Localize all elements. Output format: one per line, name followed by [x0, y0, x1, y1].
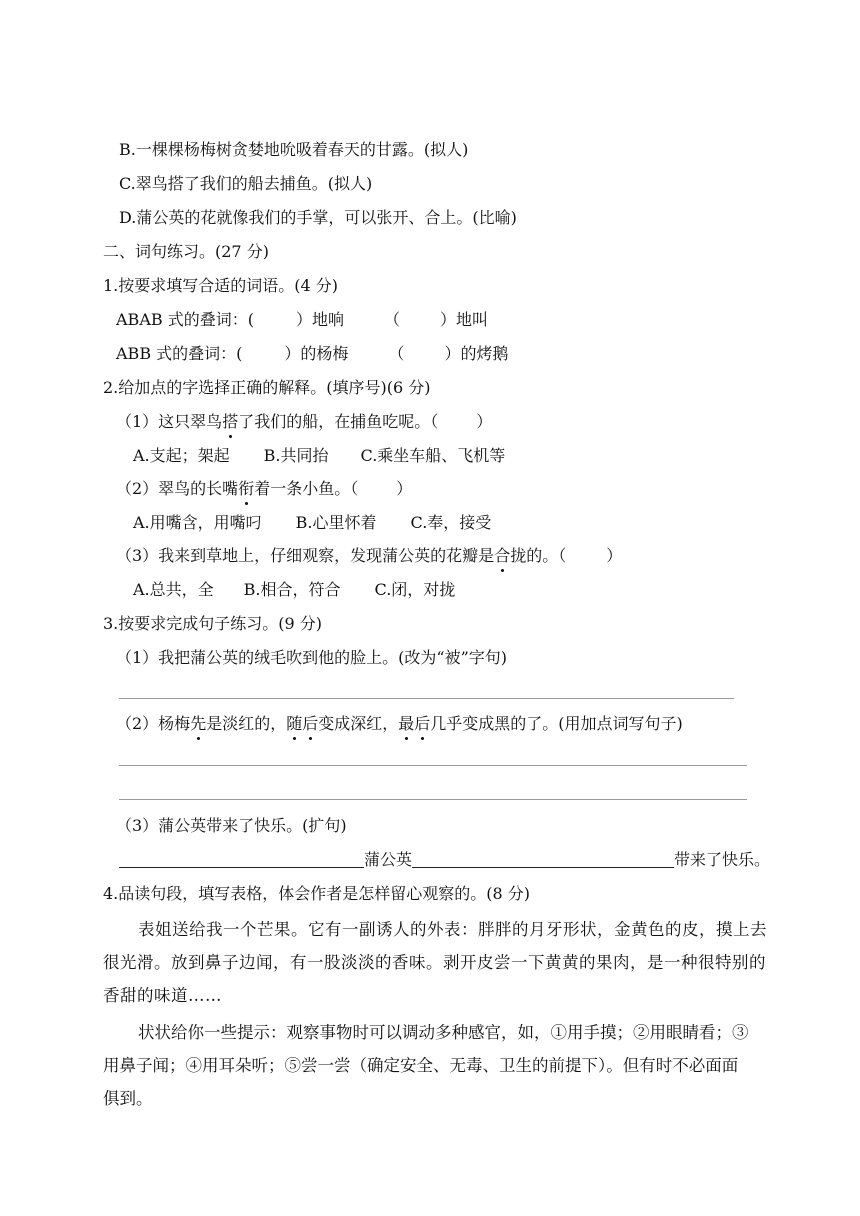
q3-s2-part-3: 变成深红， [318, 714, 399, 733]
dotted-char-hou-2: 后 [414, 714, 431, 733]
question-3-title: 3.按要求完成句子练习。(9 分) [103, 614, 323, 633]
q2-sentence-2 [116, 478, 412, 500]
abb-label: ABB 式的叠词：( [116, 344, 243, 363]
expand-blank-2[interactable] [412, 849, 674, 868]
q2-sentence-1 [116, 411, 492, 433]
question-1-title: 1.按要求填写合适的词语。(4 分) [103, 276, 339, 295]
choice-a: A.用嘴含，用嘴叼 [133, 513, 262, 532]
expand-predicate: 带来了快乐。 [674, 850, 771, 869]
answer-line-2[interactable] [119, 765, 747, 766]
abab-word-1: ）地响 [295, 310, 344, 329]
question-2-title: 2.给加点的字选择正确的解释。(填序号)(6 分) [103, 378, 431, 397]
abab-open: （ [383, 310, 400, 329]
option-b: B.一棵棵杨梅树贪婪地吮吸着春天的甘露。(拟人) [119, 140, 469, 159]
choice-b: B.共同抬 [263, 446, 329, 465]
reading-passage [103, 913, 767, 1012]
q2-s2-pre: （2）翠鸟的长嘴 [116, 479, 239, 498]
passage-line-3: 香甜的味道…… [103, 986, 222, 1005]
dotted-char-xian-first: 先 [190, 714, 207, 733]
abb-row [116, 343, 508, 365]
question-4-title: 4.品读句段，填写表格，体会作者是怎样留心观察的。(8 分) [103, 884, 531, 903]
choice-a: A.总共，全 [133, 580, 214, 599]
q3-sentence-2 [116, 713, 683, 735]
q3-s2-part-2: 是淡红的， [206, 714, 287, 733]
q2-s1-choices [133, 445, 505, 467]
q3-s2-part-4: 几乎变成黑的了。(用加点词写句子) [430, 714, 683, 733]
option-c: C.翠鸟搭了我们的船去捕鱼。(拟人) [119, 174, 373, 193]
abab-word-2: ）地叫 [440, 310, 489, 329]
abb-word-2: ）的烤鹅 [444, 344, 509, 363]
q2-s2-post: 着一条小鱼。（ [254, 479, 359, 498]
q2-sentence-3 [116, 545, 622, 567]
choice-b: B.相合，符合 [243, 580, 341, 599]
q2-s1-end: ） [476, 412, 493, 431]
option-d: D.蒲公英的花就像我们的手掌，可以张开、合上。(比喻) [119, 208, 517, 227]
answer-line-3[interactable] [119, 799, 747, 800]
tip-line-1: 状状给你一些提示：观察事物时可以调动多种感官，如，①用手摸；②用眼睛看；③ [138, 1023, 749, 1042]
q3-s2-part-1: （2）杨梅 [116, 714, 191, 733]
expand-subject: 蒲公英 [364, 850, 413, 869]
choice-c: C.乘坐车船、飞机等 [360, 446, 506, 465]
dotted-char-hou: 后 [302, 714, 319, 733]
dotted-char-sui: 随 [286, 714, 303, 733]
tip-paragraph [103, 1016, 749, 1115]
choice-b: B.心里怀着 [295, 513, 377, 532]
tip-line-3: 俱到。 [103, 1089, 153, 1108]
choice-c: C.闭，对拢 [374, 580, 456, 599]
q3-sentence-3: （3）蒲公英带来了快乐。(扩句) [116, 816, 347, 835]
q2-s1-post: 了我们的船，在捕鱼吃呢。（ [238, 412, 439, 431]
dotted-char-xian: 衔 [238, 479, 255, 498]
expand-blank-1[interactable] [119, 849, 364, 868]
dotted-char-zui: 最 [398, 714, 415, 733]
passage-line-2: 很光滑。放到鼻子边闻，有一股淡淡的香味。剥开皮尝一下黄黄的果肉，是一种很特别的 [103, 953, 766, 972]
abab-label: ABAB 式的叠词：( [116, 310, 254, 329]
dotted-char-da: 搭 [222, 412, 239, 431]
q3-expand-row [119, 849, 770, 871]
dotted-char-he: 合 [494, 546, 511, 565]
q2-s3-post: 拢的。（ [510, 546, 567, 565]
q2-s3-end: ） [606, 546, 623, 565]
abab-row [116, 309, 488, 331]
abb-open: （ [388, 344, 405, 363]
q3-sentence-1: （1）我把蒲公英的绒毛吹到他的脸上。(改为“被”字句) [116, 648, 508, 667]
q2-s3-choices [133, 579, 455, 601]
abb-word-1: ）的杨梅 [284, 344, 349, 363]
q2-s2-choices [133, 512, 491, 534]
q2-s1-pre: （1）这只翠鸟 [116, 412, 223, 431]
tip-line-2: 用鼻子闻；④用耳朵听；⑤尝一尝（确定安全、无毒、卫生的前提下）。但有时不必面面 [103, 1056, 739, 1075]
answer-line-1[interactable] [119, 698, 734, 699]
q2-s3-pre: （3）我来到草地上，仔细观察，发现蒲公英的花瓣是 [116, 546, 495, 565]
choice-a: A.支起；架起 [133, 446, 230, 465]
section-heading: 二、词句练习。(27 分) [103, 242, 269, 261]
passage-line-1: 表姐送给我一个芒果。它有一副诱人的外表：胖胖的月牙形状，金黄色的皮，摸上去 [138, 920, 767, 939]
q2-s2-end: ） [396, 479, 413, 498]
choice-c: C.奉，接受 [410, 513, 492, 532]
